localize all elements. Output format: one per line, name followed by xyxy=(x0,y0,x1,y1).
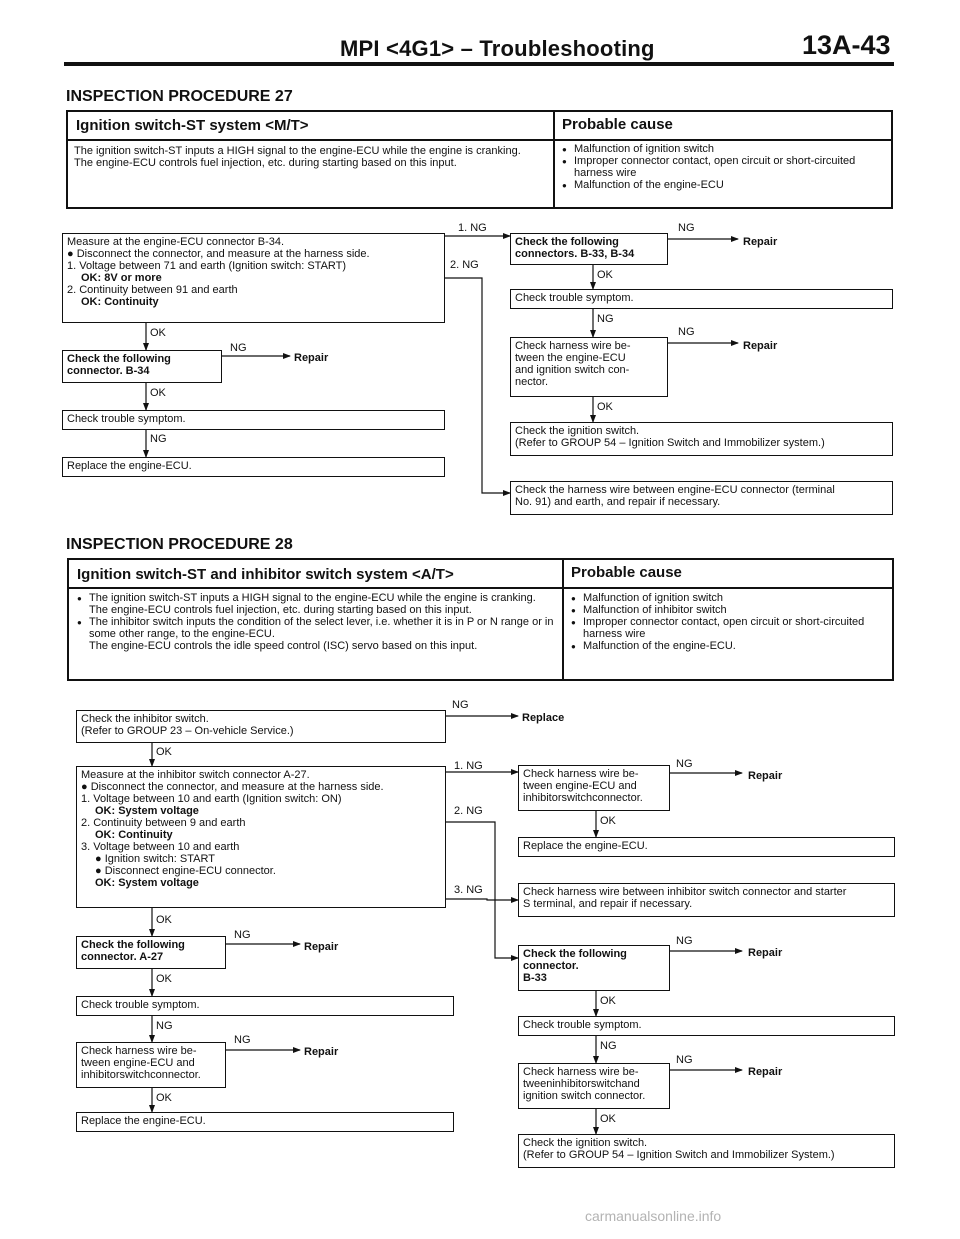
ng-label: NG xyxy=(230,342,247,354)
ng1-label: 1. NG xyxy=(454,760,483,772)
table-title: Ignition switch-ST and inhibitor switch system <A/T> xyxy=(77,566,454,583)
ng-label: NG xyxy=(597,313,614,325)
check-ignition-switch-box: Check the ignition switch. (Refer to GROUP 54 – Ignition Switch and Immobilizer System.) xyxy=(518,1134,895,1168)
check-connector-a27-box: Check the following connector. A-27 xyxy=(76,936,226,969)
repair-label: Repair xyxy=(304,941,339,953)
ng-label: NG xyxy=(452,699,469,711)
harness-inhibitor-ignition-box: Check harness wire be- tweeninhibitorswitchand ignition switch connector. xyxy=(518,1063,670,1109)
watermark: carmanualsonline.info xyxy=(585,1208,722,1224)
replace-ecu-box: Replace the engine-ECU. xyxy=(76,1112,454,1132)
repair-label: Repair xyxy=(748,770,783,782)
ok-label: OK xyxy=(597,269,613,281)
check-ignition-switch-box: Check the ignition switch. (Refer to GROUP 54 – Ignition Switch and Immobilizer system.) xyxy=(510,422,893,456)
page-title: MPI <4G1> – Troubleshooting xyxy=(340,36,655,61)
table-description: The ignition switch-ST inputs a HIGH signal to the engine-ECU while the engine is cranking. The engine-ECU controls fuel injection, etc. during starting based on this input. xyxy=(74,145,521,169)
ok-label: OK xyxy=(600,815,616,827)
procedure-27-heading: INSPECTION PROCEDURE 27 xyxy=(66,88,293,105)
ok-label: OK xyxy=(156,746,172,758)
harness-terminal-91-box: Check the harness wire between engine-ECU connector (terminal No. 91) and earth, and repair if necessary. xyxy=(510,481,893,515)
measure-inhibitor-a27-box: Measure at the inhibitor switch connector A-27. ● Disconnect the connector, and measure at the harness side. 1. Voltage between 10 and earth (Ignition switch: ON) OK: System voltage 2. Continuity between 9 and earth OK: Continuity 3. Voltage between 10 and earth ● Ignition switch: START ● Disconnect engine-ECU connector. OK: System voltage xyxy=(76,766,446,908)
ng-label: NG xyxy=(150,433,167,445)
ng-label: NG xyxy=(678,326,695,338)
cause-item: ● Malfunction of ignition switch xyxy=(569,592,889,604)
ng-label: NG xyxy=(600,1040,617,1052)
ng1-label: 1. NG xyxy=(458,222,487,234)
replace-label: Replace xyxy=(522,712,565,724)
harness-starter-box: Check harness wire between inhibitor switch connector and starter S terminal, and repair if necessary. xyxy=(518,883,895,917)
table-cause-title: Probable cause xyxy=(562,116,673,133)
check-inhibitor-switch-box: Check the inhibitor switch. (Refer to GROUP 23 – On-vehicle Service.) xyxy=(76,710,446,743)
procedure-28-heading: INSPECTION PROCEDURE 28 xyxy=(66,536,293,553)
cause-item: ● Malfunction of the engine-ECU xyxy=(560,179,886,191)
ng-label: NG xyxy=(234,1034,251,1046)
repair-label: Repair xyxy=(294,352,329,364)
ok-label: OK xyxy=(156,1092,172,1104)
ok-label: OK xyxy=(150,327,166,339)
table-description: ● The ignition switch-ST inputs a HIGH signal to the engine-ECU while the engine is cranking. The engine-ECU controls fuel injection, etc. during starting based on this input. ● The inhibitor switch inputs the condition of the select lever, i.e. whether it is in P or N range or in some other range, to the engine-ECU. The engine-ECU controls the idle speed control (ISC) servo based on this input. xyxy=(75,592,557,652)
check-trouble-symptom-box: Check trouble symptom. xyxy=(510,289,893,309)
ng-label: NG xyxy=(676,935,693,947)
check-connector-b33-box: Check the following connector. B-33 xyxy=(518,945,670,991)
replace-ecu-box: Replace the engine-ECU. xyxy=(518,837,895,857)
ng-label: NG xyxy=(234,929,251,941)
table-cause-title: Probable cause xyxy=(571,564,682,581)
cause-item: ● Malfunction of inhibitor switch xyxy=(569,604,889,616)
check-trouble-symptom-box: Check trouble symptom. xyxy=(62,410,445,430)
ok-label: OK xyxy=(600,1113,616,1125)
harness-ecu-ignition-box: Check harness wire be- tween the engine-ECU and ignition switch con- nector. xyxy=(510,337,668,397)
ng2-label: 2. NG xyxy=(450,259,479,271)
check-trouble-symptom-box: Check trouble symptom. xyxy=(518,1016,895,1036)
repair-label: Repair xyxy=(743,340,778,352)
repair-label: Repair xyxy=(743,236,778,248)
cause-item: ● Improper connector contact, open circuit or short-circuited harness wire xyxy=(560,155,886,179)
ng-label: NG xyxy=(676,1054,693,1066)
check-connectors-b33-b34-box: Check the following connectors. B-33, B-34 xyxy=(510,233,668,265)
ng-label: NG xyxy=(156,1020,173,1032)
ok-label: OK xyxy=(600,995,616,1007)
harness-ecu-inhibitor-box: Check harness wire be- tween engine-ECU and inhibitorswitchconnector. xyxy=(518,765,670,811)
ok-label: OK xyxy=(156,914,172,926)
table-title: Ignition switch-ST system <M/T> xyxy=(76,117,309,134)
ng-label: NG xyxy=(676,758,693,770)
ng3-label: 3. NG xyxy=(454,884,483,896)
ng-label: NG xyxy=(678,222,695,234)
replace-ecu-box: Replace the engine-ECU. xyxy=(62,457,445,477)
page-number: 13A-43 xyxy=(802,30,891,60)
repair-label: Repair xyxy=(304,1046,339,1058)
ok-label: OK xyxy=(597,401,613,413)
check-connector-b34-box: Check the following connector. B-34 xyxy=(62,350,222,383)
repair-label: Repair xyxy=(748,947,783,959)
check-trouble-symptom-box: Check trouble symptom. xyxy=(76,996,454,1016)
cause-item: ● Improper connector contact, open circuit or short-circuited harness wire xyxy=(569,616,889,640)
cause-item: ● Malfunction of ignition switch xyxy=(560,143,886,155)
harness-ecu-inhibitor-box: Check harness wire be- tween engine-ECU and inhibitorswitchconnector. xyxy=(76,1042,226,1088)
ok-label: OK xyxy=(150,387,166,399)
ok-label: OK xyxy=(156,973,172,985)
measure-ecu-b34-box: Measure at the engine-ECU connector B-34. ● Disconnect the connector, and measure at the harness side. 1. Voltage between 71 and earth (Ignition switch: START) OK: 8V or more 2. Continuity between 91 and earth OK: Continuity xyxy=(62,233,445,323)
cause-item: ● Malfunction of the engine-ECU. xyxy=(569,640,889,652)
repair-label: Repair xyxy=(748,1066,783,1078)
ng2-label: 2. NG xyxy=(454,805,483,817)
